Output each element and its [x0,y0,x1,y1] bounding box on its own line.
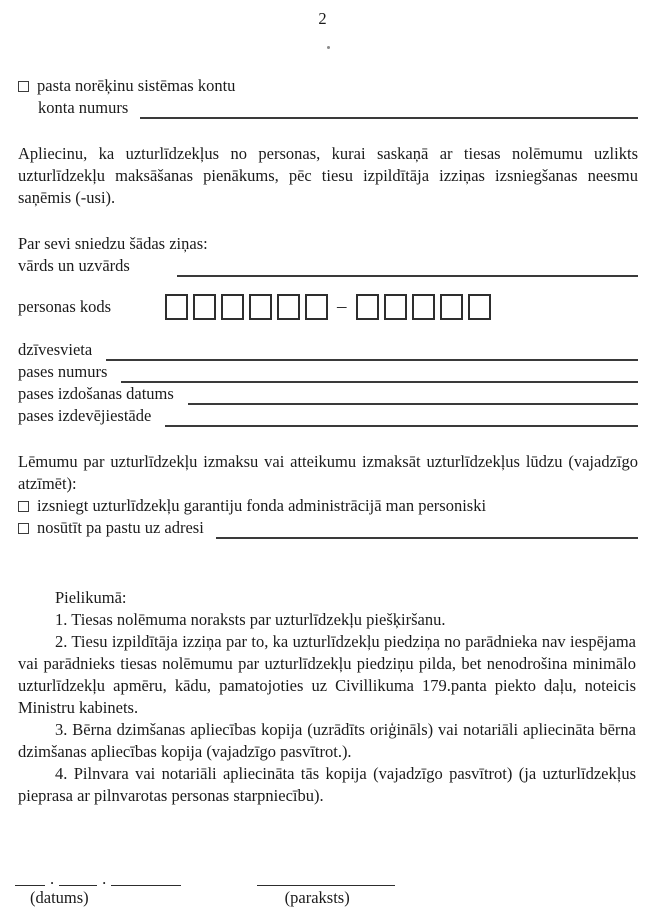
attachment-item-3: 3. Bērna dzimšanas apliecības kopija (uzrādīts oriģināls) vai notariāli apliecināta bērna dzimšanas apliecības kopija (vajadzīgo pasvītrot.). [18,720,636,761]
personal-code-group-1 [165,294,328,320]
nosutit-pa-pastu-label: nosūtīt pa pastu uz adresi [37,518,204,537]
declaration-paragraph: Apliecinu, ka uzturlīdzekļus no personas, kurai saskaņā ar tiesas nolēmumu uzlikts uzturlīdzekļu maksāšanas pienākums, pēc tiesu izpildītāja izziņas izsniegšanas neesmu saņēmis (-usi). [18,144,638,207]
personal-info-heading: Par sevi sniedzu šādas ziņas: [18,234,208,253]
adrese-line [216,521,638,539]
account-type-option [18,75,638,97]
konta-numurs-row [18,97,638,119]
pases-izdevejiestade-line [165,409,638,427]
personal-code-box [440,294,463,320]
personal-code-box [249,294,272,320]
attachments-heading: Pielikumā: [55,588,127,607]
personal-code-row [18,293,638,321]
personal-code-box [165,294,188,320]
attachment-item-1: 1. Tiesas nolēmuma noraksts par uzturlīdzekļu piešķiršanu. [55,610,446,629]
decision-intro: Lēmumu par uzturlīdzekļu izmaksu vai atteikumu izmaksāt uzturlīdzekļus lūdzu (vajadzīgo atzīmēt): [18,452,638,493]
personal-code-dash: – [337,296,347,317]
izsniegt-personiski-label: izsniegt uzturlīdzekļu garantiju fonda administrācijā man personiski [37,496,487,515]
date-separator-2: . [102,869,107,888]
field-row-pases-numurs [18,361,638,383]
name-line [177,259,638,277]
field-row-pases-izdosanas-datums [18,383,638,405]
personal-code-label: personas kods [18,297,112,316]
personal-code-group-2 [356,294,491,320]
pasta-konta-checkbox[interactable] [18,81,29,92]
konta-numurs-label: konta numurs [38,98,129,117]
personal-code-box [193,294,216,320]
date-month-line [59,870,97,886]
datums-label: (datums) [30,888,89,907]
personal-code-box [305,294,328,320]
personal-code-box [384,294,407,320]
page-number: 2 [318,9,327,28]
dzivesvieta-line [106,343,638,361]
pases-izdosanas-datums-label: pases izdošanas datums [18,384,174,403]
paraksts-label: (paraksts) [284,888,350,907]
field-row-pases-izdevejiestade [18,405,638,427]
dzivesvieta-label: dzīvesvieta [18,340,93,359]
personal-code-box [356,294,379,320]
pases-numurs-line [121,365,638,383]
pases-izdevejiestade-label: pases izdevējiestāde [18,406,152,425]
attachment-item-4: 4. Pilnvara vai notariāli apliecināta tās kopija (vajadzīgo pasvītrot) (ja uzturlīdzekļus pieprasa ar pilnvarotas personas starpniecību). [18,764,636,805]
date-fill-area [15,870,181,886]
pases-numurs-label: pases numurs [18,362,108,381]
personal-code-boxes [165,294,491,320]
passport-fields [18,339,638,427]
name-label: vārds un uzvārds [18,256,130,275]
personal-code-box [468,294,491,320]
personal-code-box [277,294,300,320]
personal-code-box [412,294,435,320]
decision-option-2 [18,517,638,539]
attachments-section [18,587,636,807]
signature-line [257,870,395,886]
personal-code-box [221,294,244,320]
scan-artifact-dot [327,46,330,49]
name-field-row [18,255,638,277]
footer-signature-block [15,870,630,909]
pasta-konta-label: pasta norēķinu sistēmas kontu [37,76,236,95]
attachment-item-2: 2. Tiesu izpildītāja izziņa par to, ka uzturlīdzekļu piedziņa no parādnieka nav iespējama vai parādnieks tiesas nolēmumu par uzturlīdzekļu piedziņu pilda, bet nenodrošina minimālo uzturlīdzekļu apmēru, kādu, pamatojoties uz Civillikuma 179.panta piekto daļu, noteicis Ministru kabinets. [18,632,636,717]
field-row-dzivesvieta [18,339,638,361]
date-year-line [111,870,181,886]
date-separator-1: . [50,869,55,888]
konta-numurs-line [140,101,638,119]
date-day-line [15,870,45,886]
izsniegt-personiski-checkbox[interactable] [18,501,29,512]
pases-izdosanas-datums-line [188,387,638,405]
decision-option-1 [18,495,638,517]
nosutit-pa-pastu-checkbox[interactable] [18,523,29,534]
